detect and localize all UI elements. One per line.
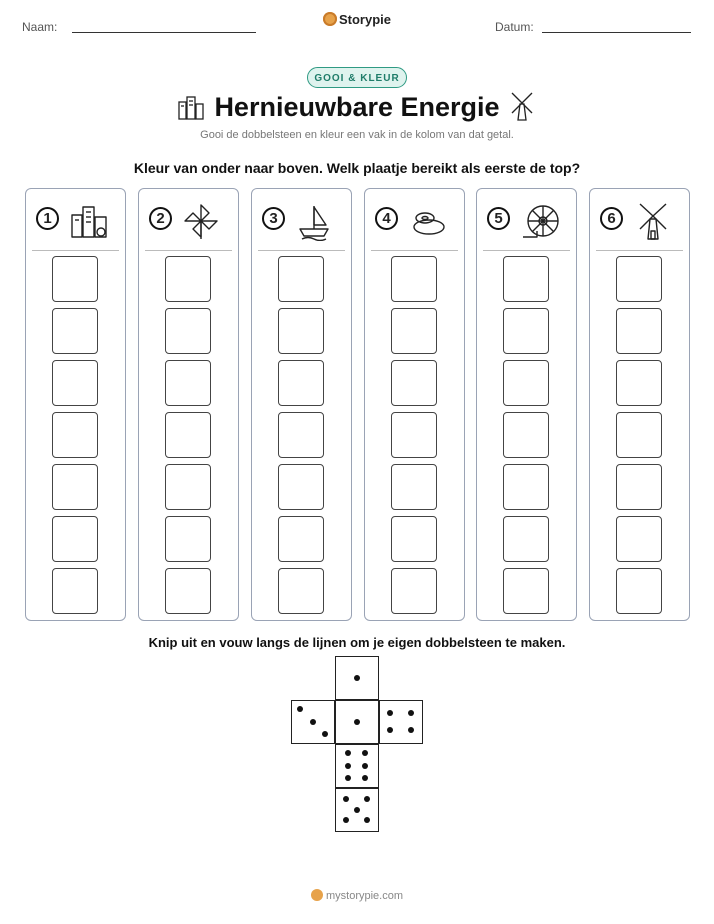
- color-box[interactable]: [503, 308, 549, 354]
- column-divider: [371, 250, 458, 251]
- die-pip: [354, 807, 360, 813]
- color-box[interactable]: [52, 360, 98, 406]
- color-box[interactable]: [165, 412, 211, 458]
- color-box[interactable]: [616, 516, 662, 562]
- color-box[interactable]: [616, 256, 662, 302]
- column-number: 1: [36, 207, 59, 230]
- color-box[interactable]: [503, 516, 549, 562]
- die-pip: [408, 727, 414, 733]
- bear-icon: [311, 889, 323, 901]
- footer: [0, 889, 714, 902]
- color-box[interactable]: [52, 516, 98, 562]
- cut-instruction: Knip uit en vouw langs de lijnen om je eigen dobbelsteen te maken.: [148, 635, 566, 650]
- die-pip: [297, 706, 303, 712]
- page-title: Hernieuwbare Energie: [214, 92, 500, 122]
- column-divider: [32, 250, 119, 251]
- die-pip: [364, 796, 370, 802]
- color-box[interactable]: [52, 412, 98, 458]
- color-box[interactable]: [52, 256, 98, 302]
- color-box[interactable]: [503, 464, 549, 510]
- column-5: [476, 188, 577, 621]
- brand-name: Storypie: [338, 12, 391, 27]
- color-box[interactable]: [52, 568, 98, 614]
- color-box[interactable]: [52, 308, 98, 354]
- color-box[interactable]: [278, 360, 324, 406]
- color-box[interactable]: [391, 568, 437, 614]
- column-divider: [483, 250, 570, 251]
- instruction: Kleur van onder naar boven. Welk plaatje bereikt als eerste de top?: [133, 160, 581, 176]
- name-label: Naam:: [22, 20, 58, 34]
- color-box[interactable]: [616, 412, 662, 458]
- die-pip: [343, 796, 349, 802]
- die-pip: [354, 719, 360, 725]
- color-box[interactable]: [278, 412, 324, 458]
- column-number: 4: [375, 207, 398, 230]
- color-box[interactable]: [165, 464, 211, 510]
- column-4: [364, 188, 465, 621]
- name-line[interactable]: [72, 32, 256, 33]
- die-face-3: [291, 700, 335, 744]
- die-face-6: [335, 744, 379, 788]
- color-box[interactable]: [278, 308, 324, 354]
- color-box[interactable]: [165, 308, 211, 354]
- color-box[interactable]: [391, 516, 437, 562]
- activity-badge: GOOI & KLEUR: [307, 67, 407, 88]
- color-box[interactable]: [391, 464, 437, 510]
- die-face-1: [335, 656, 379, 700]
- die-pip: [343, 817, 349, 823]
- color-box[interactable]: [278, 516, 324, 562]
- column-divider: [258, 250, 345, 251]
- column-3: [251, 188, 352, 621]
- color-box[interactable]: [165, 516, 211, 562]
- color-box[interactable]: [278, 256, 324, 302]
- column-number: 3: [262, 207, 285, 230]
- die-pip: [387, 727, 393, 733]
- color-box[interactable]: [616, 360, 662, 406]
- waterwheel-icon: [519, 201, 563, 241]
- windmill-icon: [507, 90, 537, 122]
- date-label: Datum:: [495, 20, 534, 34]
- die-pip: [345, 750, 351, 756]
- color-box[interactable]: [503, 412, 549, 458]
- column-divider: [596, 250, 683, 251]
- die-pip: [354, 675, 360, 681]
- brand-logo: [0, 12, 714, 27]
- die-pip: [310, 719, 316, 725]
- color-box[interactable]: [616, 464, 662, 510]
- die-pip: [362, 750, 368, 756]
- color-box[interactable]: [391, 256, 437, 302]
- column-number: 2: [149, 207, 172, 230]
- sailboat-icon: [294, 201, 338, 241]
- column-6: [589, 188, 690, 621]
- die-pip: [322, 731, 328, 737]
- die-face-5: [335, 788, 379, 832]
- color-box[interactable]: [278, 464, 324, 510]
- die-pip: [362, 763, 368, 769]
- color-box[interactable]: [391, 308, 437, 354]
- die-pip: [387, 710, 393, 716]
- die-face-1: [335, 700, 379, 744]
- color-box[interactable]: [278, 568, 324, 614]
- column-2: [138, 188, 239, 621]
- color-box[interactable]: [616, 568, 662, 614]
- color-box[interactable]: [503, 256, 549, 302]
- column-1: [25, 188, 126, 621]
- footer-url: mystorypie.com: [325, 890, 404, 902]
- column-number: 5: [487, 207, 510, 230]
- color-box[interactable]: [391, 412, 437, 458]
- color-box[interactable]: [165, 360, 211, 406]
- factory-icon: [68, 201, 112, 241]
- color-box[interactable]: [503, 360, 549, 406]
- die-pip: [408, 710, 414, 716]
- pinwheel-icon: [181, 201, 225, 241]
- date-line[interactable]: [542, 32, 691, 33]
- windmill-icon: [632, 201, 676, 241]
- bear-icon: [323, 12, 337, 26]
- die-pip: [362, 775, 368, 781]
- color-box[interactable]: [616, 308, 662, 354]
- die-face-4: [379, 700, 423, 744]
- color-box[interactable]: [165, 568, 211, 614]
- column-number: 6: [600, 207, 623, 230]
- color-box[interactable]: [391, 360, 437, 406]
- die-pip: [345, 763, 351, 769]
- die-pip: [345, 775, 351, 781]
- color-box[interactable]: [503, 568, 549, 614]
- stones-icon: [407, 201, 451, 241]
- subtitle: Gooi de dobbelsteen en kleur een vak in de kolom van dat getal.: [200, 129, 514, 141]
- column-divider: [145, 250, 232, 251]
- color-box[interactable]: [165, 256, 211, 302]
- color-box[interactable]: [52, 464, 98, 510]
- die-pip: [364, 817, 370, 823]
